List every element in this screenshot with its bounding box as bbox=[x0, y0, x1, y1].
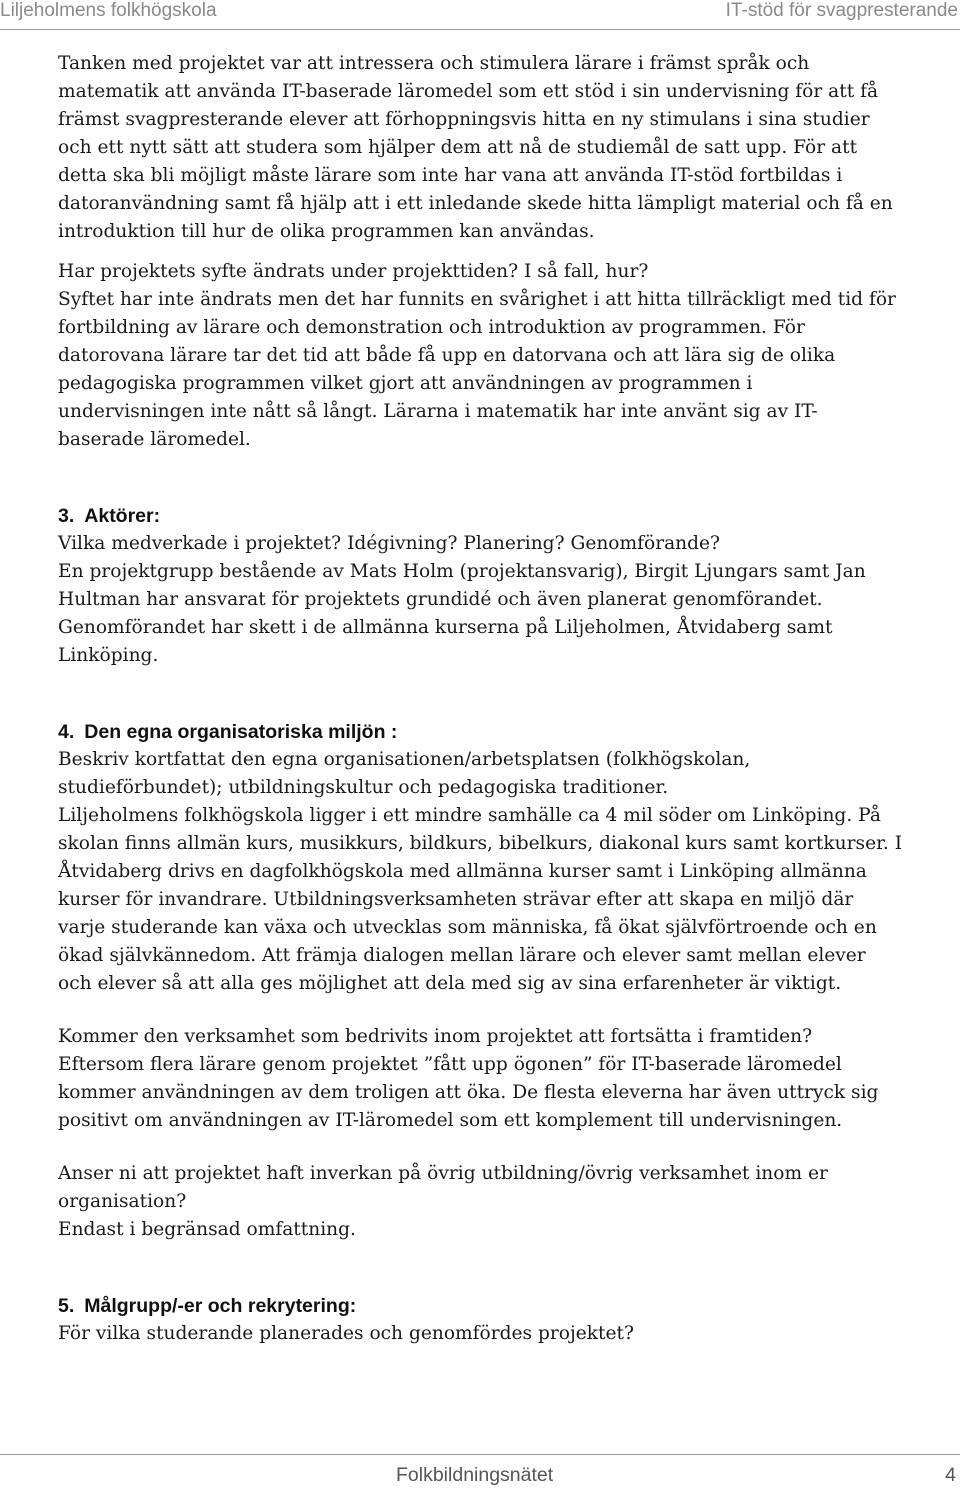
header-divider bbox=[0, 29, 960, 30]
document-body bbox=[58, 50, 904, 1348]
section-heading-target-group bbox=[58, 1292, 904, 1320]
answer-organisation: Liljeholmens folkhögskola ligger i ett mindre samhälle ca 4 mil söder om Linköping. På skolan finns allmän kurs, musikkurs, bildkurs, bibelkurs, diakonal kurs samt kortkurser. I Åtvidaberg drivs en dagfolkhögskola med allmänna kurser samt i Linköping allmänna kurser för invandrare. Utbildningsverksamheten strävar efter att skapa en miljö där varje studerande kan växa och utvecklas som människa, få ökat självförtroende och en ökad självkännedom. Att främja dialogen mellan lärare och elever samt mellan elever och elever så att alla ges möjlighet att dela med sig av sina erfarenheter är viktigt. bbox=[58, 805, 903, 994]
section-title: Den egna organisatoriska miljön : bbox=[84, 721, 398, 743]
question-organisation: Beskriv kortfattat den egna organisationen/arbetsplatsen (folkhögskolan, studieförbundet); utbildningskultur och pedagogiska traditioner. bbox=[58, 749, 751, 798]
question-purpose-changed: Har projektets syfte ändrats under projekttiden? I så fall, hur? bbox=[58, 261, 649, 282]
school-name: Liljeholmens folkhögskola bbox=[0, 0, 217, 21]
publisher-name: Folkbildningsnätet bbox=[396, 1464, 554, 1486]
paragraph-intro: Tanken med projektet var att intressera och stimulera lärare i främst språk och matematik att använda IT-baserade läromedel som ett stöd i sin undervisning för att få främst svagpresterande elever att förhoppningsvis hitta en ny stimulans i sina studier och ett nytt sätt att studera som hjälper dem att nå de studiemål de satt upp. För att detta ska bli möjligt måste lärare som inte har vana att använda IT-stöd fortbildas i datoranvändning samt få hjälp att i ett inledande skede hitta lämpligt material och få en introduktion till hur de olika programmen kan användas. bbox=[58, 53, 893, 242]
answer-impact: Endast i begränsad omfattning. bbox=[58, 1219, 356, 1240]
answer-purpose-changed: Syftet har inte ändrats men det har funnits en svårighet i att hitta tillräckligt med tid för fortbildning av lärare och demonstration och introduktion av programmen. För datorovana lärare tar det tid att både få upp en datorvana och att lära sig de olika pedagogiska programmen vilket gjort att användningen av programmen i undervisningen inte nått så långt. Lärarna i matematik har inte använt sig av IT-baserade läromedel. bbox=[58, 289, 896, 450]
section-title: Aktörer: bbox=[84, 505, 161, 527]
answer-continuation: Eftersom flera lärare genom projektet ”fått upp ögonen” för IT-baserade läromedel kommer användningen av dem troligen att öka. De flesta eleverna har även uttryck sig positivt om användningen av IT-läromedel som ett komplement till undervisningen. bbox=[58, 1054, 879, 1131]
question-participants: Vilka medverkade i projektet? Idégivning? Planering? Genomförande? bbox=[58, 533, 721, 554]
section-number: 3. bbox=[58, 505, 75, 527]
section-heading-actors bbox=[58, 502, 904, 530]
document-title: IT-stöd för svagpresterande bbox=[725, 0, 958, 21]
question-impact: Anser ni att projektet haft inverkan på övrig utbildning/övrig verksamhet inom er organisation? bbox=[58, 1163, 828, 1212]
answer-participants: En projektgrupp bestående av Mats Holm (projektansvarig), Birgit Ljungars samt Jan Hultman har ansvarat för projektets grundidé och även planerat genomförandet. Genomförandet har skett i de allmänna kurserna på Liljeholmen, Åtvidaberg samt Linköping. bbox=[58, 561, 866, 666]
section-number: 5. bbox=[58, 1295, 75, 1317]
footer-divider bbox=[0, 1454, 960, 1455]
running-header bbox=[0, 0, 960, 26]
section-heading-organisation bbox=[58, 718, 904, 746]
question-target-group: För vilka studerande planerades och genomfördes projektet? bbox=[58, 1323, 634, 1344]
page-number: 4 bbox=[945, 1464, 956, 1486]
question-continuation: Kommer den verksamhet som bedrivits inom projektet att fortsätta i framtiden? bbox=[58, 1026, 813, 1047]
section-number: 4. bbox=[58, 721, 75, 743]
section-title: Målgrupp/-er och rekrytering: bbox=[84, 1295, 357, 1317]
